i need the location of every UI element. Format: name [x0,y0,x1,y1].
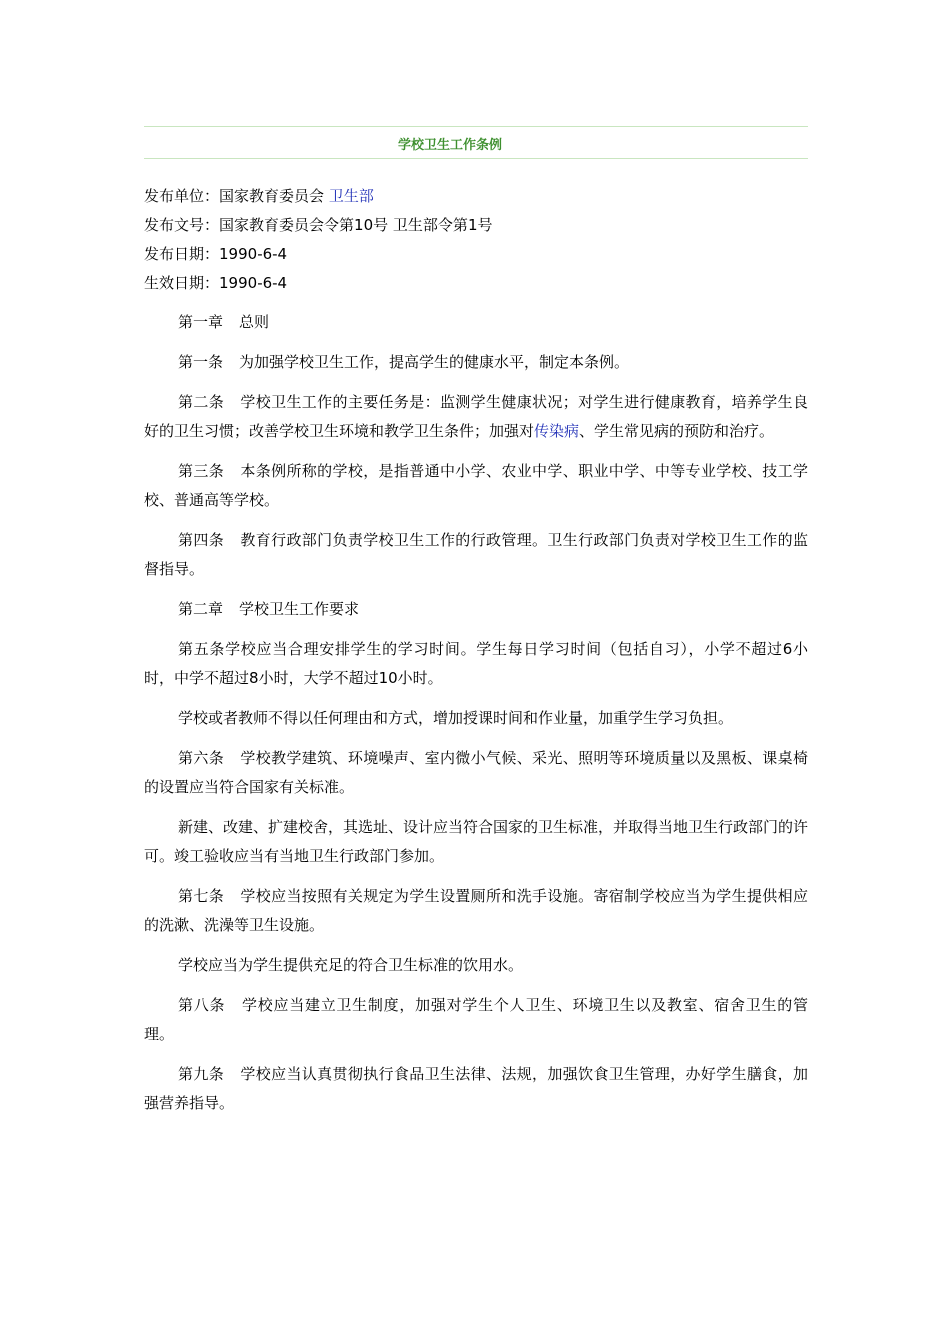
article-5-num-b: 8 [249,669,259,687]
article-4-text: 教育行政部门负责学校卫生工作的行政管理。卫生行政部门负责对学校卫生工作的监督指导。 [144,531,808,578]
article-8-text: 学校应当建立卫生制度，加强对学生个人卫生、环境卫生以及教室、宿舍卫生的管理。 [144,996,808,1043]
chapter-1-heading [144,308,808,337]
publisher-link[interactable]: 卫生部 [328,187,374,205]
chapter-2-title: 学校卫生工作要求 [239,600,360,618]
effective-date-value: 1990-6-4 [219,274,288,292]
article-4-label: 第四条 [178,531,225,549]
article-6-paragraph-2: 新建、改建、扩建校舍，其选址、设计应当符合国家的卫生标准，并取得当地卫生行政部门的许可。竣工验收应当有当地卫生行政部门参加。 [144,818,809,865]
article-5-paragraph-2: 学校或者教师不得以任何理由和方式，增加授课时间和作业量，加重学生学习负担。 [178,709,734,727]
article-7-paragraph-2: 学校应当为学生提供充足的符合卫生标准的饮用水。 [178,956,524,974]
doc-number-b-end: 号 [477,216,493,234]
doc-number-b: 卫生部令第 [392,216,468,234]
article-4 [144,526,808,584]
article-5-text-c: 小时，大学不超过 [258,669,379,687]
doc-number-b-num: 1 [467,216,478,234]
chapter-1-label: 第一章 [178,313,224,331]
document-body [144,308,808,1129]
meta-doc-number-label: 发布文号： [144,216,220,234]
article-3 [144,457,808,515]
chapter-2-label: 第二章 [178,600,224,618]
article-1 [144,348,808,377]
title-banner [144,126,808,159]
article-9-text: 学校应当认真贯彻执行食品卫生法律、法规，加强饮食卫生管理，办好学生膳食，加强营养指导。 [144,1065,808,1112]
meta-publisher-label: 发布单位： [144,187,220,205]
meta-publisher-main: 国家教育委员会 [219,187,325,205]
article-6-label: 第六条 [178,749,225,767]
meta-effective-date-label: 生效日期： [144,274,220,292]
article-5-text-b: 小时，中学不超过 [144,640,808,687]
article-5 [144,635,808,693]
meta-publish-date-label: 发布日期： [144,245,220,263]
article-1-label: 第一条 [178,353,224,371]
article-2-text-b: 、学生常见病的预防和治疗。 [579,422,775,440]
meta-effective-date [144,269,808,298]
doc-number-a-num: 10 [354,216,374,234]
article-6-text: 学校教学建筑、环境噪声、室内微小气候、采光、照明等环境质量以及黑板、课桌椅的设置应当符合国家有关标准。 [144,749,808,796]
publish-date-value: 1990-6-4 [219,245,288,263]
article-7 [144,882,808,940]
article-9-label: 第九条 [178,1065,225,1083]
document-metadata [144,182,808,298]
article-1-text: 为加强学校卫生工作，提高学生的健康水平，制定本条例。 [239,353,630,371]
article-8 [144,991,808,1049]
infectious-disease-link[interactable]: 传染病 [534,422,580,440]
meta-doc-number [144,211,808,240]
article-7-text: 学校应当按照有关规定为学生设置厕所和洗手设施。寄宿制学校应当为学生提供相应的洗漱、洗澡等卫生设施。 [144,887,808,934]
document-title: 学校卫生工作条例 [397,138,502,153]
article-3-text: 本条例所称的学校，是指普通中小学、农业中学、职业中学、中等专业学校、技工学校、普通高等学校。 [144,462,808,509]
article-2 [144,388,808,446]
doc-number-a: 国家教育委员会令第 [219,216,355,234]
article-8-label: 第八条 [178,996,226,1014]
article-3-label: 第三条 [178,462,225,480]
article-2-label: 第二条 [178,393,225,411]
article-9 [144,1060,808,1118]
chapter-2-heading [144,595,808,624]
article-5-text-a: 第五条学校应当合理安排学生的学习时间。学生每日学习时间（包括自习），小学不超过 [178,640,783,658]
article-5-text-d: 小时。 [397,669,443,687]
meta-publish-date [144,240,808,269]
article-7-label: 第七条 [178,887,225,905]
article-6 [144,744,808,802]
chapter-1-title: 总则 [239,313,270,331]
article-2-text-a: 学校卫生工作的主要任务是：监测学生健康状况；对学生进行健康教育，培养学生良好的卫生习惯；改善学校卫生环境和教学卫生条件；加强对 [144,393,808,440]
article-5-num-a: 6 [782,640,793,658]
doc-number-a-end: 号 [373,216,389,234]
article-5-num-c: 10 [378,669,398,687]
meta-publisher [144,182,808,211]
